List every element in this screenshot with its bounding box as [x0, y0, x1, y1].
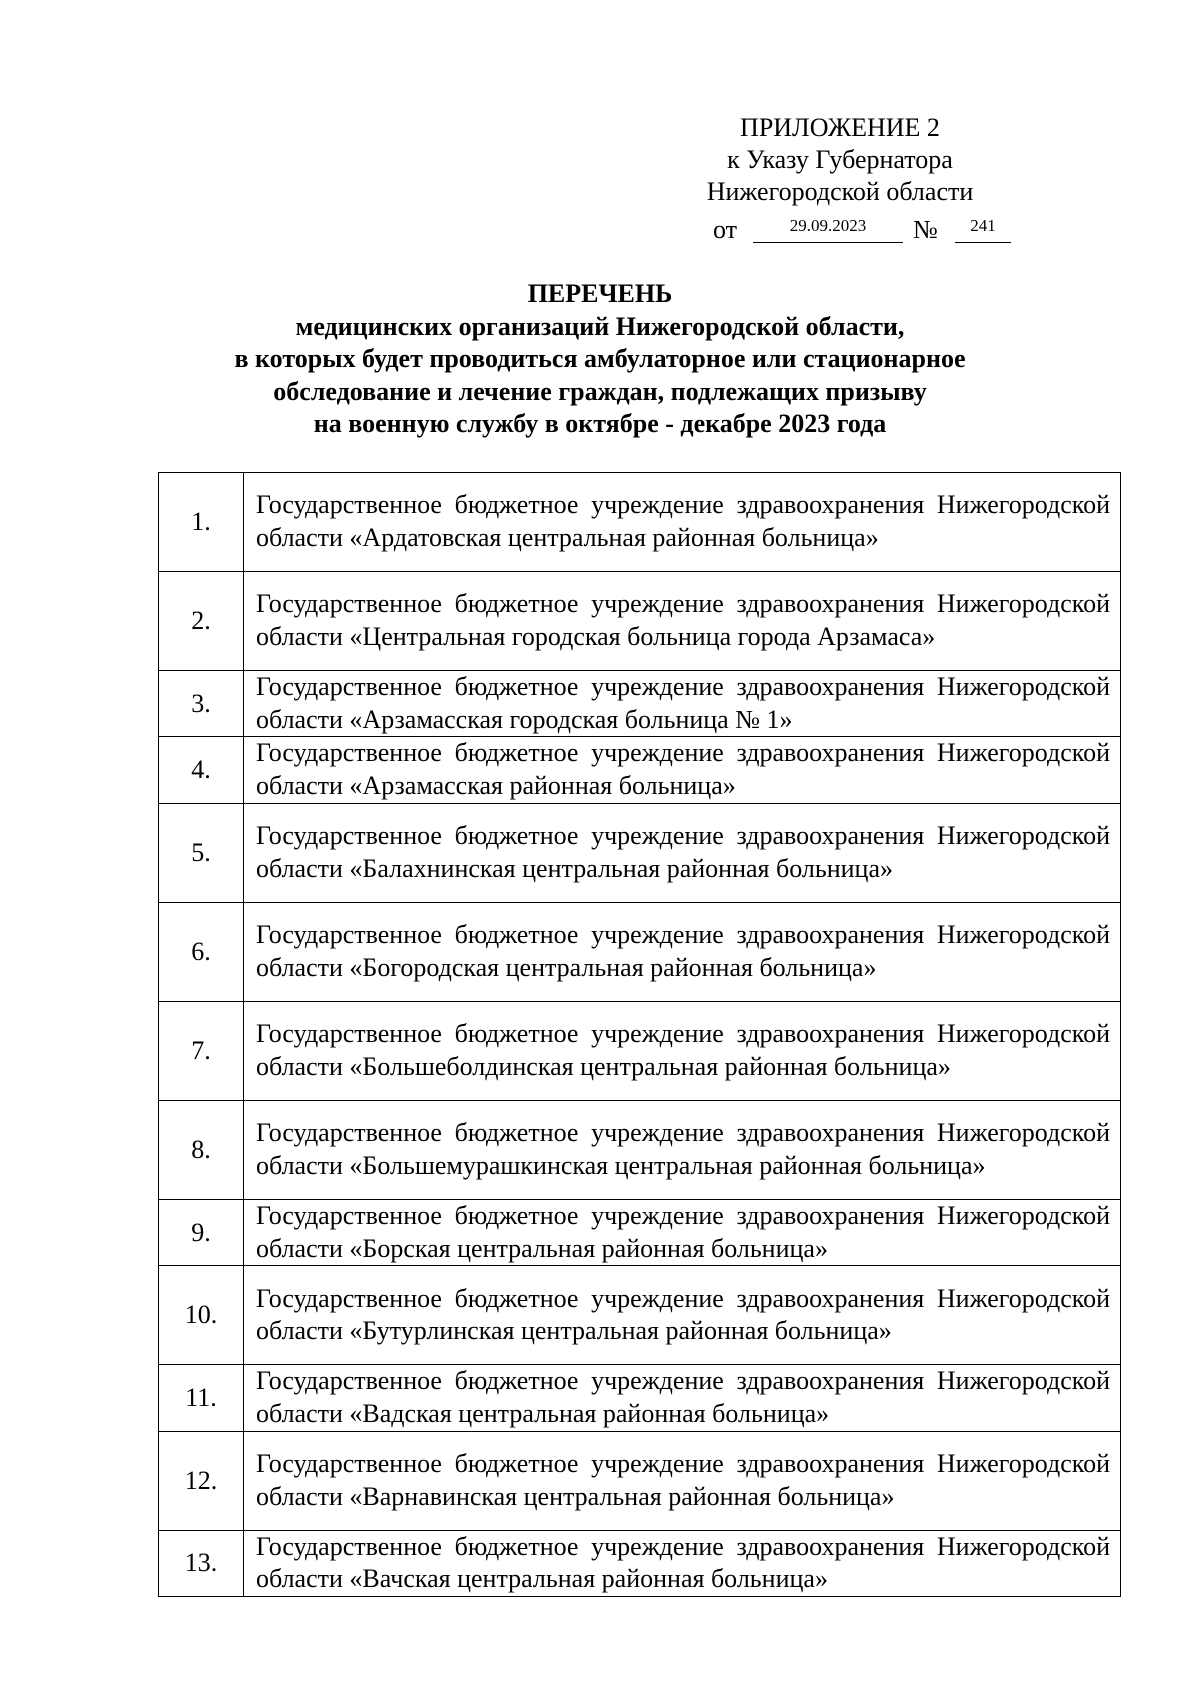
table-row	[159, 671, 1121, 737]
date-underline	[753, 242, 903, 243]
appendix-header	[680, 112, 1000, 208]
row-number: 13.	[159, 1530, 244, 1596]
from-label: от	[713, 215, 738, 244]
heading-line-1: медицинских организаций Нижегородской области,	[295, 311, 905, 341]
row-number: 4.	[159, 737, 244, 803]
organization-name: Государственное бюджетное учреждение здравоохранения Нижегородской области «Борская центральная районная больница»	[244, 1199, 1121, 1265]
table-row	[159, 1530, 1121, 1596]
appendix-region-line: Нижегородской области	[706, 177, 974, 206]
table-row	[159, 473, 1121, 572]
row-number: 9.	[159, 1199, 244, 1265]
row-number: 8.	[159, 1100, 244, 1199]
table-row	[159, 737, 1121, 803]
table-row	[159, 1199, 1121, 1265]
heading-line-2: в которых будет проводиться амбулаторное или стационарное	[234, 344, 966, 373]
row-number: 6.	[159, 902, 244, 1001]
row-number: 7.	[159, 1001, 244, 1100]
organization-name: Государственное бюджетное учреждение здравоохранения Нижегородской области «Большемурашкинская центральная районная больница»	[244, 1100, 1121, 1199]
appendix-decree-line: к Указу Губернатора	[727, 145, 953, 174]
document-heading	[0, 278, 1200, 441]
row-number: 5.	[159, 803, 244, 902]
table-row	[159, 803, 1121, 902]
table-row	[159, 1266, 1121, 1365]
row-number: 11.	[159, 1365, 244, 1431]
organization-name: Государственное бюджетное учреждение здравоохранения Нижегородской области «Арзамасская районная больница»	[244, 737, 1121, 803]
table-row	[159, 1431, 1121, 1530]
number-label: №	[913, 215, 938, 244]
organization-name: Государственное бюджетное учреждение здравоохранения Нижегородской области «Варнавинская центральная районная больница»	[244, 1431, 1121, 1530]
organization-name: Государственное бюджетное учреждение здравоохранения Нижегородской области «Арзамасская городская больница № 1»	[244, 671, 1121, 737]
appendix-title: ПРИЛОЖЕНИЕ 2	[740, 113, 940, 142]
row-number: 10.	[159, 1266, 244, 1365]
organization-name: Государственное бюджетное учреждение здравоохранения Нижегородской области «Ардатовская центральная районная больница»	[244, 473, 1121, 572]
decree-date: 29.09.2023	[789, 216, 867, 235]
organization-name: Государственное бюджетное учреждение здравоохранения Нижегородской области «Балахнинская центральная районная больница»	[244, 803, 1121, 902]
table-row	[159, 902, 1121, 1001]
heading-line-4: на военную службу в октябре - декабре 2023 года	[313, 409, 887, 438]
organizations-table	[158, 472, 1121, 1597]
row-number: 12.	[159, 1431, 244, 1530]
row-number: 1.	[159, 473, 244, 572]
decree-date-number	[713, 210, 1013, 246]
decree-number: 241	[970, 216, 996, 235]
organization-name: Государственное бюджетное учреждение здравоохранения Нижегородской области «Центральная городская больница города Арзамаса»	[244, 572, 1121, 671]
table-row	[159, 572, 1121, 671]
organization-name: Государственное бюджетное учреждение здравоохранения Нижегородской области «Богородская центральная районная больница»	[244, 902, 1121, 1001]
organization-name: Государственное бюджетное учреждение здравоохранения Нижегородской области «Вачская центральная районная больница»	[244, 1530, 1121, 1596]
row-number: 2.	[159, 572, 244, 671]
table-row	[159, 1001, 1121, 1100]
heading-line-3: обследование и лечение граждан, подлежащих призыву	[273, 376, 927, 406]
heading-title: ПЕРЕЧЕНЬ	[527, 279, 673, 308]
organization-name: Государственное бюджетное учреждение здравоохранения Нижегородской области «Бутурлинская центральная районная больница»	[244, 1266, 1121, 1365]
table-row	[159, 1100, 1121, 1199]
table-row	[159, 1365, 1121, 1431]
number-underline	[955, 242, 1011, 243]
organization-name: Государственное бюджетное учреждение здравоохранения Нижегородской области «Вадская центральная районная больница»	[244, 1365, 1121, 1431]
row-number: 3.	[159, 671, 244, 737]
organization-name: Государственное бюджетное учреждение здравоохранения Нижегородской области «Большеболдинская центральная районная больница»	[244, 1001, 1121, 1100]
